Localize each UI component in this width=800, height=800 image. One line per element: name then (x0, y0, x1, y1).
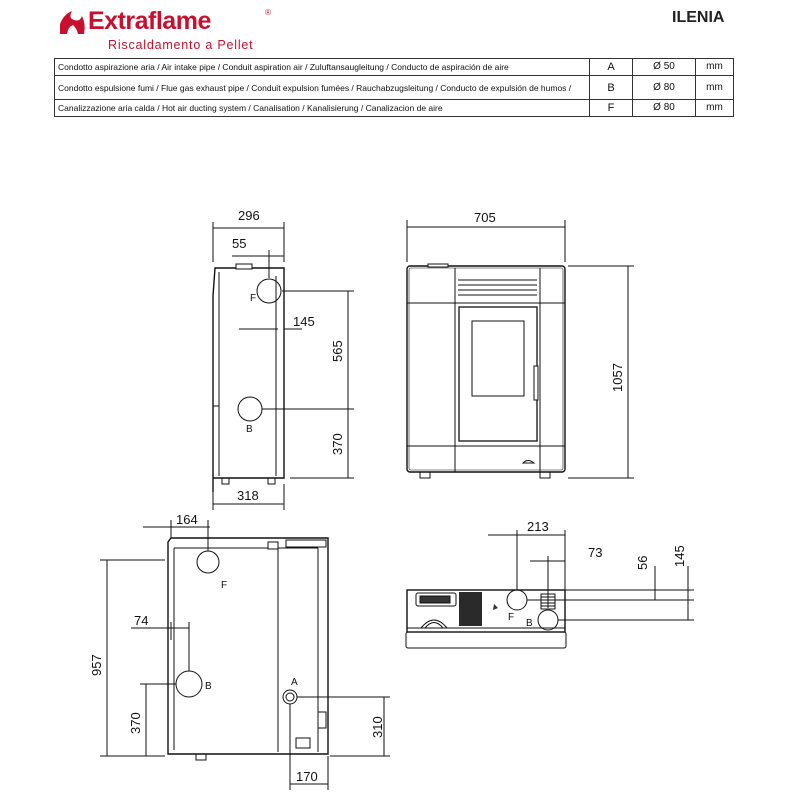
rear-f-offset-dim: 164 (176, 512, 198, 527)
top-f-label: F (508, 612, 515, 623)
top-f-pipe (507, 590, 527, 610)
registered-mark: ® (265, 8, 271, 17)
spec-diameter: Ø 50 (633, 59, 696, 76)
side-f-pipe (257, 279, 281, 303)
side-b-height-dim: 370 (330, 433, 345, 455)
top-b-label: B (526, 618, 533, 629)
rear-b-pipe (176, 671, 202, 697)
side-base-depth-dim: 318 (237, 488, 259, 503)
top-view (406, 530, 694, 648)
spec-description: Canalizzazione aria calda / Hot air ducting system / Canalisation / Kanalisierung / Canalizacion de aire (55, 100, 590, 117)
spec-unit: mm (696, 100, 734, 117)
side-f-label: F (250, 293, 257, 304)
rear-a-height-dim: 310 (370, 716, 385, 738)
top-b-pipe (538, 610, 558, 630)
spec-description: Condotto aspirazione aria / Air intake pipe / Conduit aspiration air / Zuluftansaugleitung / Conducto de aspiración de aire (55, 59, 590, 76)
brand-tagline: Riscaldamento a Pellet (108, 38, 254, 52)
rear-b-label: B (205, 681, 212, 692)
rear-b-offset-dim: 74 (134, 613, 149, 628)
side-b-to-f-dim: 565 (330, 340, 345, 362)
side-b-label: B (246, 424, 253, 435)
spec-unit: mm (696, 59, 734, 76)
side-view (213, 222, 354, 510)
side-f-offset-dim: 55 (232, 236, 247, 251)
top-b-offset-dim: 213 (527, 519, 549, 534)
spec-code: B (590, 76, 633, 100)
spec-description: Condotto espulsione fumi / Flue gas exhaust pipe / Conduit expulsion fumées / Rauchabzugsleitung / Conducto de expulsión de humos / (55, 76, 590, 100)
side-b-pipe (238, 397, 262, 421)
rear-a-label: A (291, 677, 298, 688)
front-width-dim: 705 (474, 210, 496, 225)
model-name: ILENIA (672, 9, 725, 26)
rear-f-pipe (197, 551, 219, 573)
rear-view (100, 520, 390, 790)
top-f-depth-dim: 56 (635, 555, 650, 570)
rear-a-offset-dim: 170 (296, 769, 318, 784)
rear-a-pipe (283, 690, 297, 704)
front-height-dim: 1057 (610, 363, 625, 392)
top-b-depth-dim: 145 (672, 545, 687, 567)
side-b-offset-dim: 145 (293, 314, 315, 329)
spec-diameter: Ø 80 (633, 76, 696, 100)
spec-diameter: Ø 80 (633, 100, 696, 117)
brand-name: Extraflame (88, 7, 211, 35)
spec-code: A (590, 59, 633, 76)
rear-height-dim: 957 (89, 654, 104, 676)
rear-f-label: F (221, 580, 228, 591)
side-depth-dim: 296 (238, 208, 260, 223)
rear-b-height-dim: 370 (128, 712, 143, 734)
top-f-offset-dim: 73 (588, 545, 603, 560)
spec-code: F (590, 100, 633, 117)
front-view (407, 220, 634, 478)
spec-unit: mm (696, 76, 734, 100)
